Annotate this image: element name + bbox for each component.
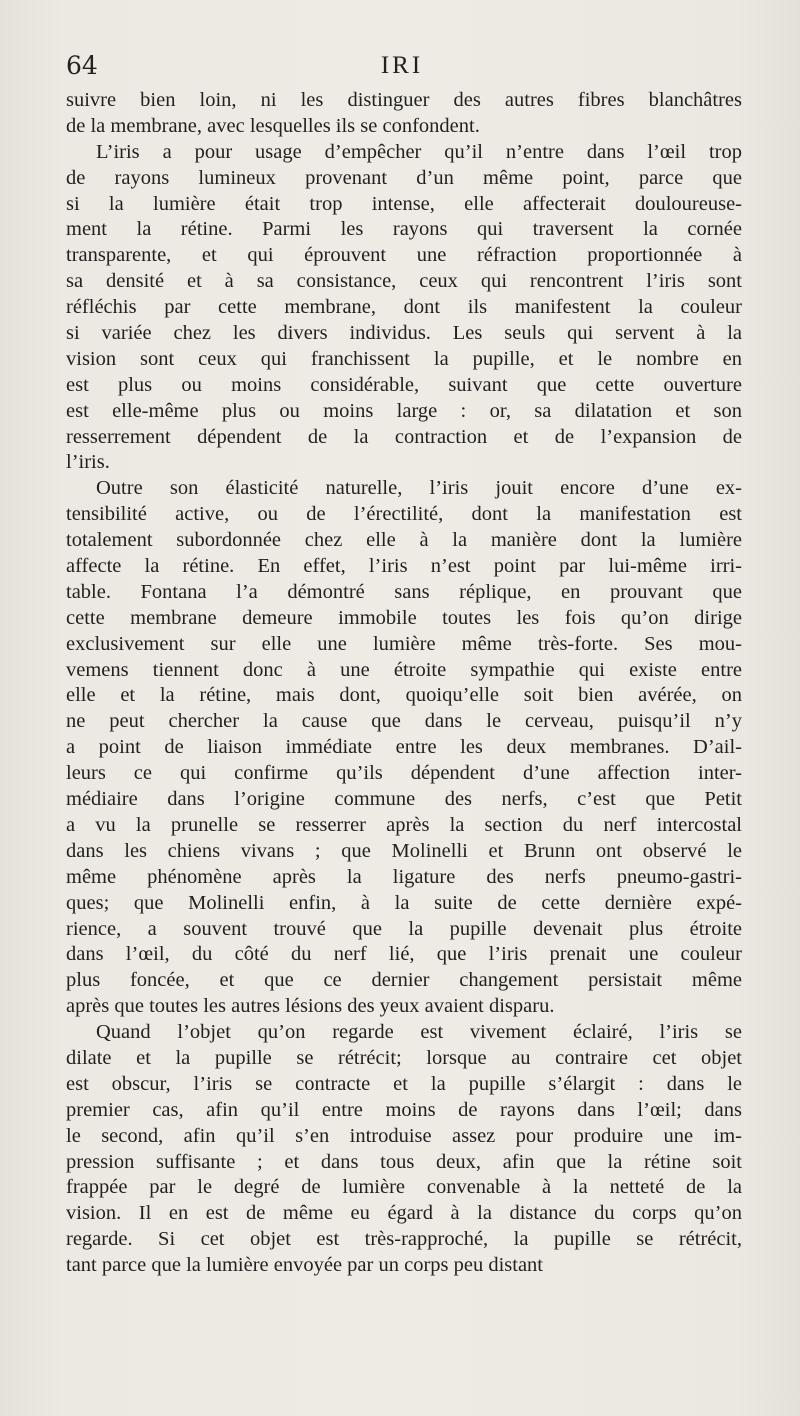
text-line: dans l’œil, du côté du nerf lié, que l’iris prenait une couleur: [66, 943, 742, 966]
text-line: de rayons lumineux provenant d’un même point, parce que: [66, 166, 742, 189]
text-line: le second, afin qu’il s’en introduise assez pour produire une im-: [66, 1124, 742, 1147]
text-line: tant parce que la lumière envoyée par un corps peu distant: [66, 1254, 544, 1277]
text-line: rience, a souvent trouvé que la pupille devenait plus étroite: [66, 917, 742, 940]
text-line: dilate et la pupille se rétrécit; lorsque au contraire cet objet: [66, 1046, 742, 1069]
text-line: plus foncée, et que ce dernier changement persistait même: [66, 969, 742, 992]
running-head: IRI: [380, 52, 424, 79]
text-line: L’iris a pour usage d’empêcher qu’il n’entre dans l’œil trop: [96, 140, 742, 163]
text-line: tensibilité active, ou de l’érectilité, dont la manifestation est: [66, 503, 742, 526]
paragraph: [66, 1020, 742, 1279]
text-line: est obscur, l’iris se contracte et la pupille s’élargit : dans le: [66, 1072, 742, 1095]
paragraph: [66, 476, 742, 1020]
text-line: a vu la prunelle se resserrer après la section du nerf intercostal: [66, 813, 742, 836]
text-line: si la lumière était trop intense, elle affecterait douloureuse-: [66, 192, 742, 215]
text-line: premier cas, afin qu’il entre moins de rayons dans l’œil; dans: [66, 1098, 742, 1121]
text-line: vision. Il en est de même eu égard à la distance du corps qu’on: [66, 1202, 742, 1225]
text-line: après que toutes les autres lésions des yeux avaient disparu.: [66, 995, 555, 1018]
text-line: réfléchis par cette membrane, dont ils manifestent la couleur: [66, 296, 742, 319]
text-line: vision sont ceux qui franchissent la pupille, et le nombre en: [66, 347, 742, 370]
paragraph: [66, 140, 742, 477]
page-number: 64: [66, 51, 98, 80]
text-line: de la membrane, avec lesquelles ils se confondent.: [66, 114, 480, 137]
text-line: elle et la rétine, mais dont, quoiqu’elle soit bien avérée, on: [66, 684, 742, 707]
text-line: ne peut chercher la cause que dans le cerveau, puisqu’il n’y: [66, 710, 742, 733]
body-text: [66, 88, 742, 1279]
text-line: si variée chez les divers individus. Les seuls qui servent à la: [66, 322, 742, 345]
text-line: table. Fontana l’a démontré sans réplique, en prouvant que: [66, 580, 742, 603]
text-line: est plus ou moins considérable, suivant que cette ouverture: [66, 373, 742, 396]
text-line: frappée par le degré de lumière convenable à la netteté de la: [66, 1176, 742, 1199]
text-line: médiaire dans l’origine commune des nerfs, c’est que Petit: [66, 788, 742, 811]
text-line: exclusivement sur elle une lumière même très-forte. Ses mou-: [66, 632, 742, 655]
text-line: suivre bien loin, ni les distinguer des autres fibres blanchâtres: [66, 89, 742, 111]
text-line: totalement subordonnée chez elle à la manière dont la lumière: [66, 529, 742, 552]
page-header: [66, 46, 738, 86]
text-line: transparente, et qui éprouvent une réfraction proportionnée à: [66, 244, 742, 267]
text-line: a point de liaison immédiate entre les deux membranes. D’ail-: [66, 736, 742, 759]
text-line: cette membrane demeure immobile toutes les fois qu’on dirige: [66, 606, 742, 629]
text-line: sa densité et à sa consistance, ceux qui rencontrent l’iris sont: [66, 270, 742, 293]
text-line: resserrement dépendent de la contraction et de l’expansion de: [66, 425, 742, 448]
text-line: est elle-même plus ou moins large : or, sa dilatation et son: [66, 399, 742, 422]
text-line: ques; que Molinelli enfin, à la suite de cette dernière expé-: [66, 891, 742, 914]
text-line: dans les chiens vivans ; que Molinelli et Brunn ont observé le: [66, 839, 742, 862]
text-line: regarde. Si cet objet est très-rapproché, la pupille se rétrécit,: [66, 1228, 742, 1251]
text-line: affecte la rétine. En effet, l’iris n’est point par lui-même irri-: [66, 555, 742, 578]
text-line: pression suffisante ; et dans tous deux, afin que la rétine soit: [66, 1150, 742, 1173]
text-line: même phénomène après la ligature des nerfs pneumo-gastri-: [66, 865, 742, 888]
text-line: ment la rétine. Parmi les rayons qui traversent la cornée: [66, 218, 742, 241]
text-line: l’iris.: [66, 451, 110, 474]
text-line: Outre son élasticité naturelle, l’iris jouit encore d’une ex-: [96, 477, 742, 500]
text-line: Quand l’objet qu’on regarde est vivement éclairé, l’iris se: [96, 1021, 742, 1044]
text-line: leurs ce qui confirme qu’ils dépendent d’une affection inter-: [66, 762, 742, 785]
paragraph: [66, 88, 742, 140]
text-line: vemens tiennent donc à une étroite sympathie qui existe entre: [66, 658, 742, 681]
